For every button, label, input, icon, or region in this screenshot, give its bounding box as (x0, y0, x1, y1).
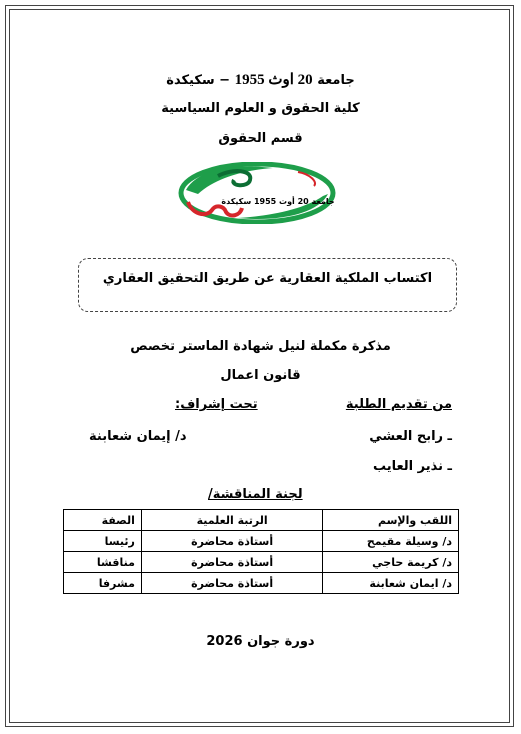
table-header-row (64, 510, 459, 531)
column-header-rank: الرتبة العلمية (141, 510, 322, 531)
column-header-name: اللقب والإسم (323, 510, 459, 531)
university-city: − سكيكدة (166, 73, 231, 88)
jury-member-rank: أستاذة محاضرة (141, 573, 322, 594)
column-header-role: الصفة (64, 510, 142, 531)
thesis-specialty: قانون اعمال (220, 368, 301, 383)
table-row (64, 552, 459, 573)
jury-heading: لجنة المناقشة/ (208, 487, 303, 502)
department-name: قسم الحقوق (218, 131, 303, 146)
jury-member-role: مشرفا (64, 573, 142, 594)
student-2: ـ نذير العايب (372, 459, 452, 474)
jury-member-role: رئيسا (64, 531, 142, 552)
jury-member-rank: أستاذة محاضرة (141, 552, 322, 573)
table-row (64, 531, 459, 552)
university-logo (178, 162, 336, 224)
table-row (64, 573, 459, 594)
university-name (0, 70, 521, 89)
logo-caption: جامعة 20 أوت 1955 سكيكدة (221, 197, 335, 206)
jury-member-name: د/ وسيلة مقيمح (323, 531, 459, 552)
student-1: ـ رابح العشي (369, 429, 452, 444)
supervisor-name: د/ إيمان شعابنة (89, 429, 187, 444)
students-heading: من تقديم الطلبة (345, 397, 452, 412)
jury-table (63, 509, 459, 594)
thesis-title: اكتساب الملكية العقارية عن طريق التحقيق العقاري (102, 271, 433, 286)
supervisor-heading: تحت إشراف: (175, 397, 258, 412)
university-date: 20 اوث 1955 (234, 72, 313, 88)
jury-member-rank: أستاذة محاضرة (141, 531, 322, 552)
university-prefix: جامعة (317, 73, 355, 88)
faculty-name: كلية الحقوق و العلوم السياسية (161, 101, 360, 116)
thesis-purpose: مذكرة مكملة لنيل شهادة الماستر تخصص (130, 339, 391, 354)
jury-member-name: د/ ايمان شعابنة (323, 573, 459, 594)
jury-member-role: مناقشا (64, 552, 142, 573)
jury-member-name: د/ كريمة حاجي (323, 552, 459, 573)
session: دورة جوان 2026 (206, 634, 315, 649)
